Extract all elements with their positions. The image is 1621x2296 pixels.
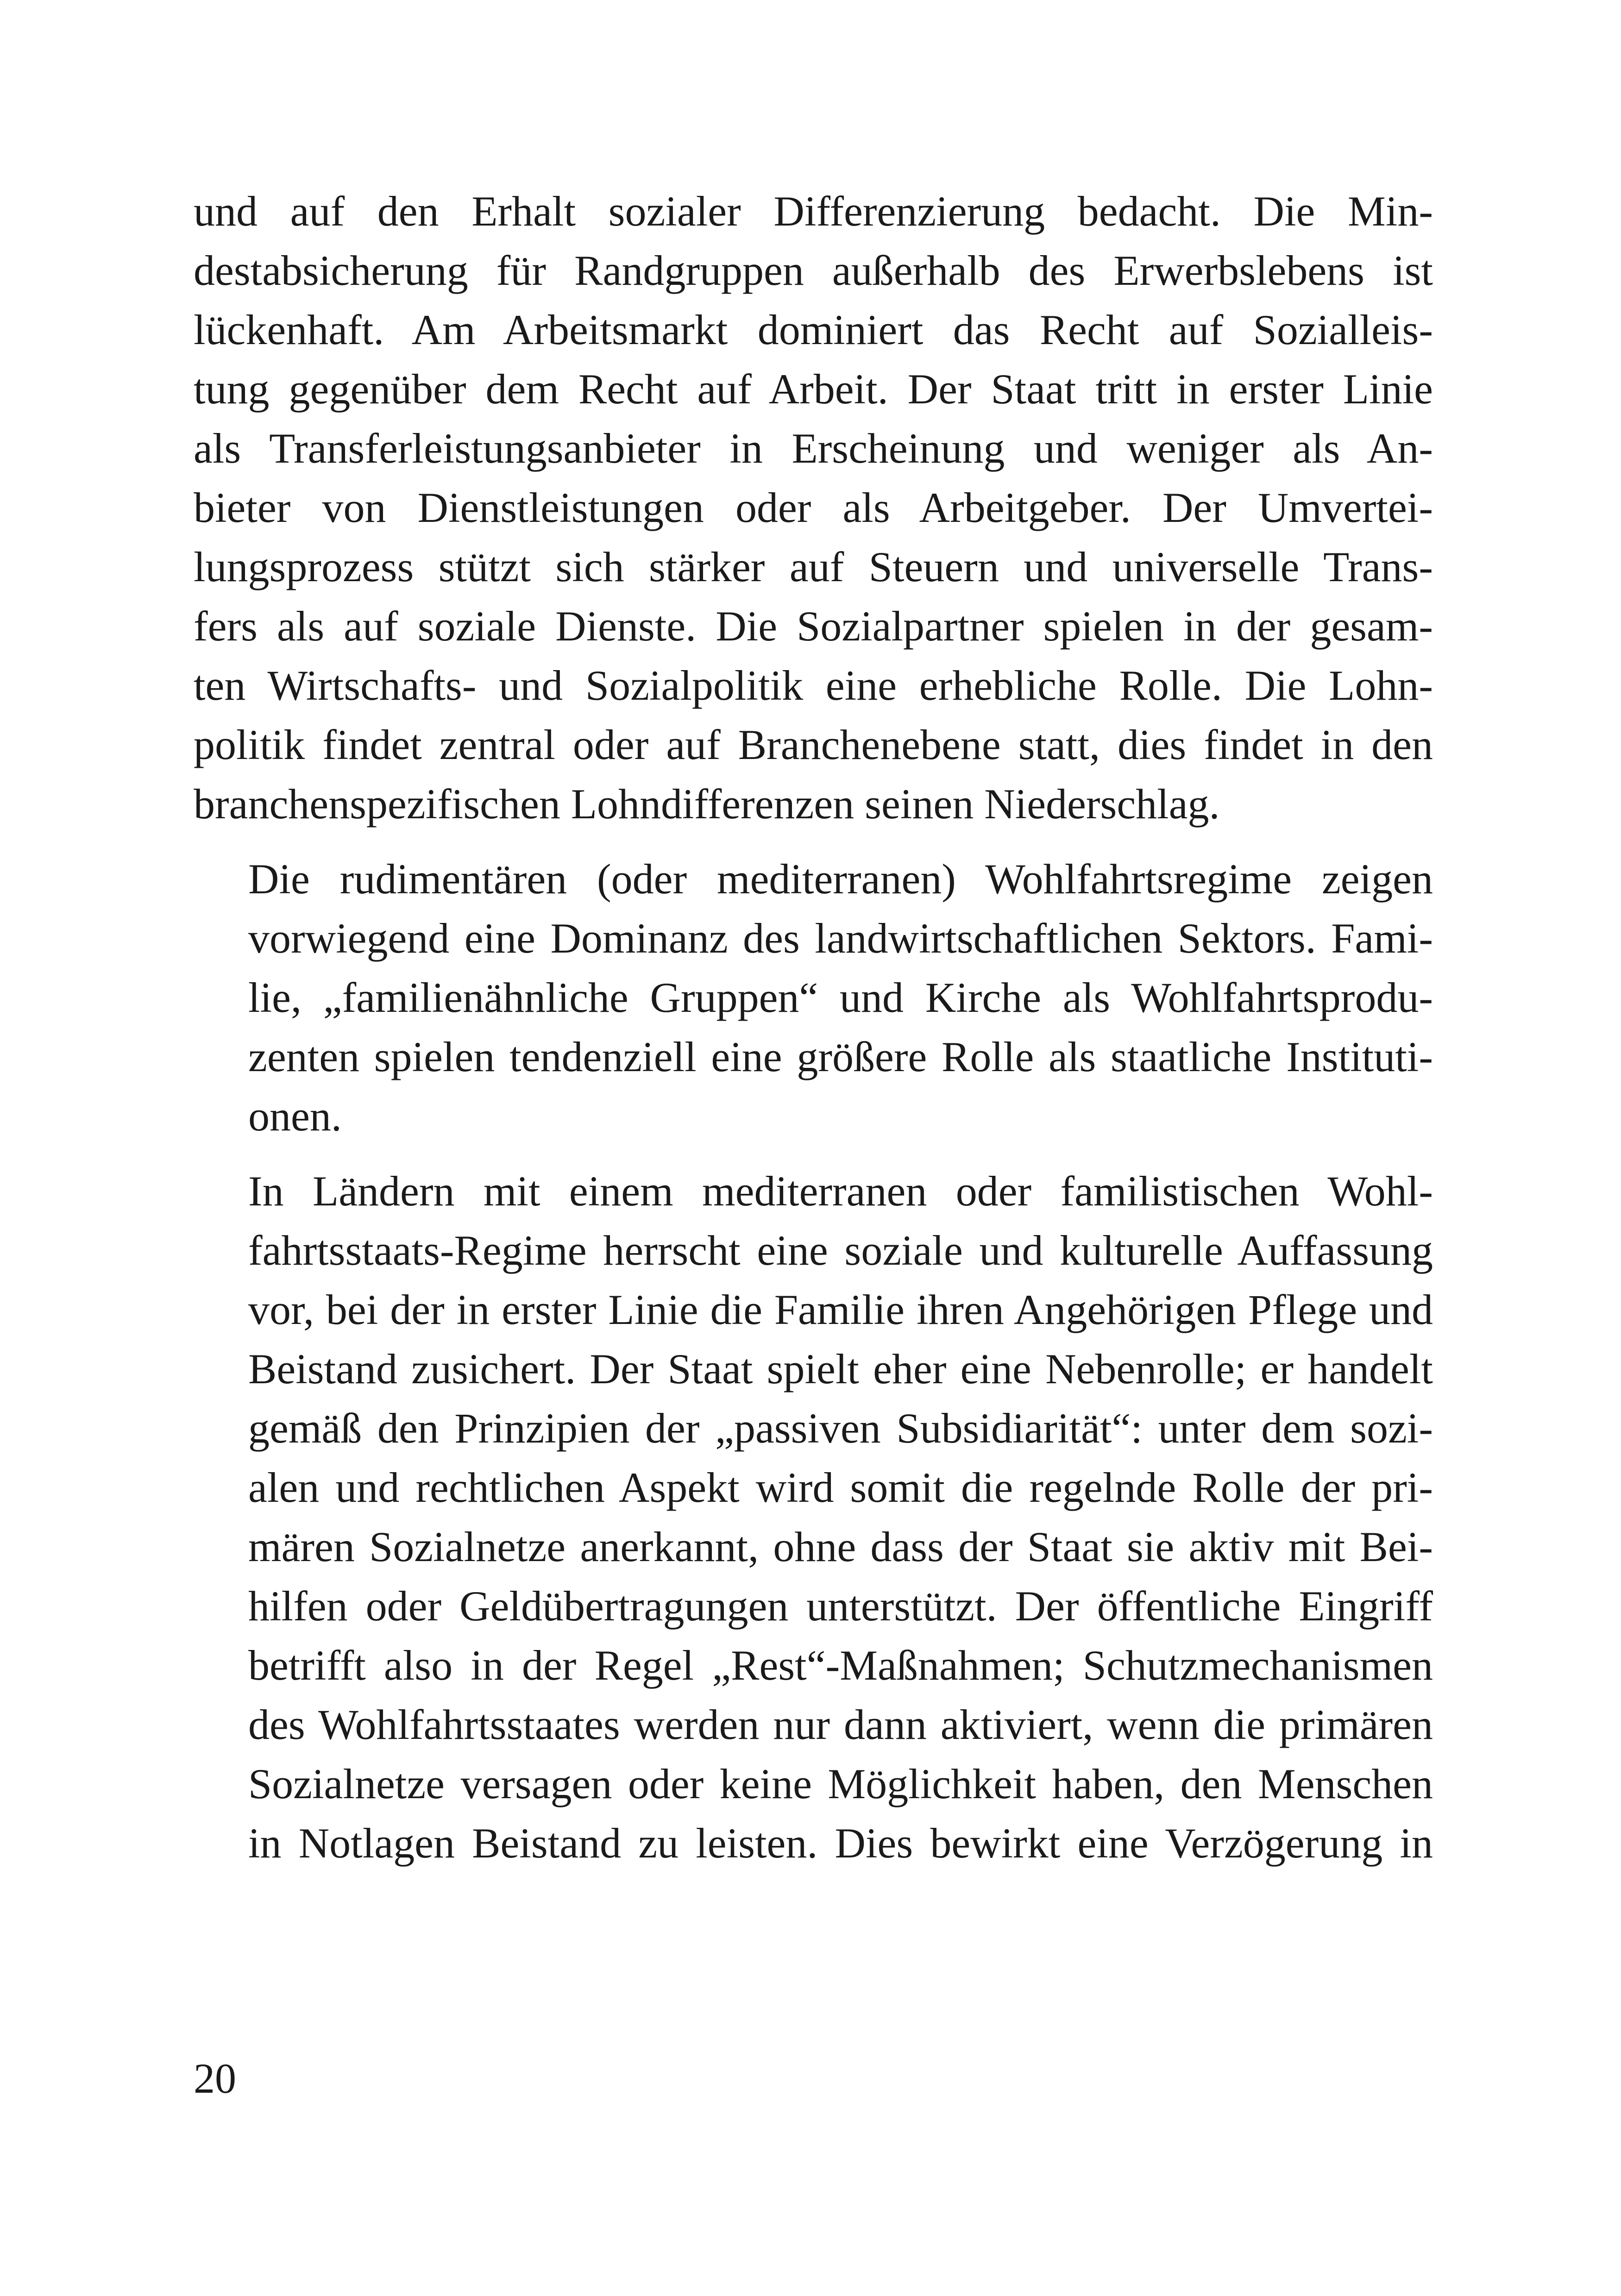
- text-line: vorwiegend eine Dominanz des landwirtschaftlichen Sektors. Fami-: [248, 915, 1433, 962]
- text-line: lungsprozess stützt sich stärker auf Steuern und universelle Trans-: [194, 543, 1433, 590]
- text-line: lückenhaft. Am Arbeitsmarkt dominiert das Recht auf Sozialleis-: [194, 306, 1433, 353]
- text-line: hilfen oder Geldübertragungen unterstützt. Der öffentliche Eingriff: [248, 1582, 1433, 1630]
- text-line: politik findet zentral oder auf Branchenebene statt, dies findet in den: [194, 721, 1433, 768]
- text-line: ten Wirtschafts- und Sozialpolitik eine erhebliche Rolle. Die Lohn-: [194, 662, 1433, 709]
- text-line: branchenspezifischen Lohndifferenzen seinen Niederschlag.: [194, 780, 1220, 828]
- text-line: tung gegenüber dem Recht auf Arbeit. Der Staat tritt in erster Linie: [194, 365, 1433, 413]
- text-line: In Ländern mit einem mediterranen oder familistischen Wohl-: [248, 1167, 1433, 1215]
- text-line: vor, bei der in erster Linie die Familie ihren Angehörigen Pflege und: [248, 1286, 1433, 1333]
- text-line: des Wohlfahrtsstaates werden nur dann aktiviert, wenn die primären: [248, 1701, 1433, 1748]
- text-line: Die rudimentären (oder mediterranen) Wohlfahrtsregime zeigen: [248, 855, 1433, 903]
- text-line: in Notlagen Beistand zu leisten. Dies bewirkt eine Verzögerung in: [248, 1819, 1433, 1867]
- text-line: Beistand zusichert. Der Staat spielt eher eine Nebenrolle; er handelt: [248, 1345, 1433, 1393]
- paragraph-continued: [194, 182, 1433, 834]
- paragraph-familistic-regime: [194, 1161, 1433, 1873]
- text-line: destabsicherung für Randgruppen außerhalb des Erwerbslebens ist: [194, 247, 1433, 294]
- text-line: alen und rechtlichen Aspekt wird somit die regelnde Rolle der pri-: [248, 1464, 1433, 1511]
- text-line: fahrtsstaats-Regime herrscht eine soziale und kulturelle Auffassung: [248, 1227, 1433, 1274]
- text-line: fers als auf soziale Dienste. Die Sozialpartner spielen in der gesam-: [194, 602, 1433, 650]
- page-number: 20: [194, 2055, 236, 2102]
- text-line: onen.: [248, 1092, 342, 1140]
- text-line: gemäß den Prinzipien der „passiven Subsidiarität“: unter dem sozi-: [248, 1405, 1433, 1452]
- text-line: lie, „familienähnliche Gruppen“ und Kirche als Wohlfahrtsprodu-: [248, 974, 1433, 1021]
- text-line: betrifft also in der Regel „Rest“-Maßnahmen; Schutzmechanismen: [248, 1642, 1433, 1689]
- text-line: als Transferleistungsanbieter in Erscheinung und weniger als An-: [194, 425, 1433, 472]
- text-line: Sozialnetze versagen oder keine Möglichkeit haben, den Menschen: [248, 1760, 1433, 1807]
- text-line: mären Sozialnetze anerkannt, ohne dass der Staat sie aktiv mit Bei-: [248, 1523, 1433, 1570]
- page-body: [194, 182, 1433, 1873]
- text-line: bieter von Dienstleistungen oder als Arbeitgeber. Der Umvertei-: [194, 484, 1433, 531]
- text-line: zenten spielen tendenziell eine größere Rolle als staatliche Instituti-: [248, 1033, 1433, 1080]
- paragraph-mediterranean-regimes: [194, 849, 1433, 1146]
- text-line: und auf den Erhalt sozialer Differenzierung bedacht. Die Min-: [194, 188, 1433, 235]
